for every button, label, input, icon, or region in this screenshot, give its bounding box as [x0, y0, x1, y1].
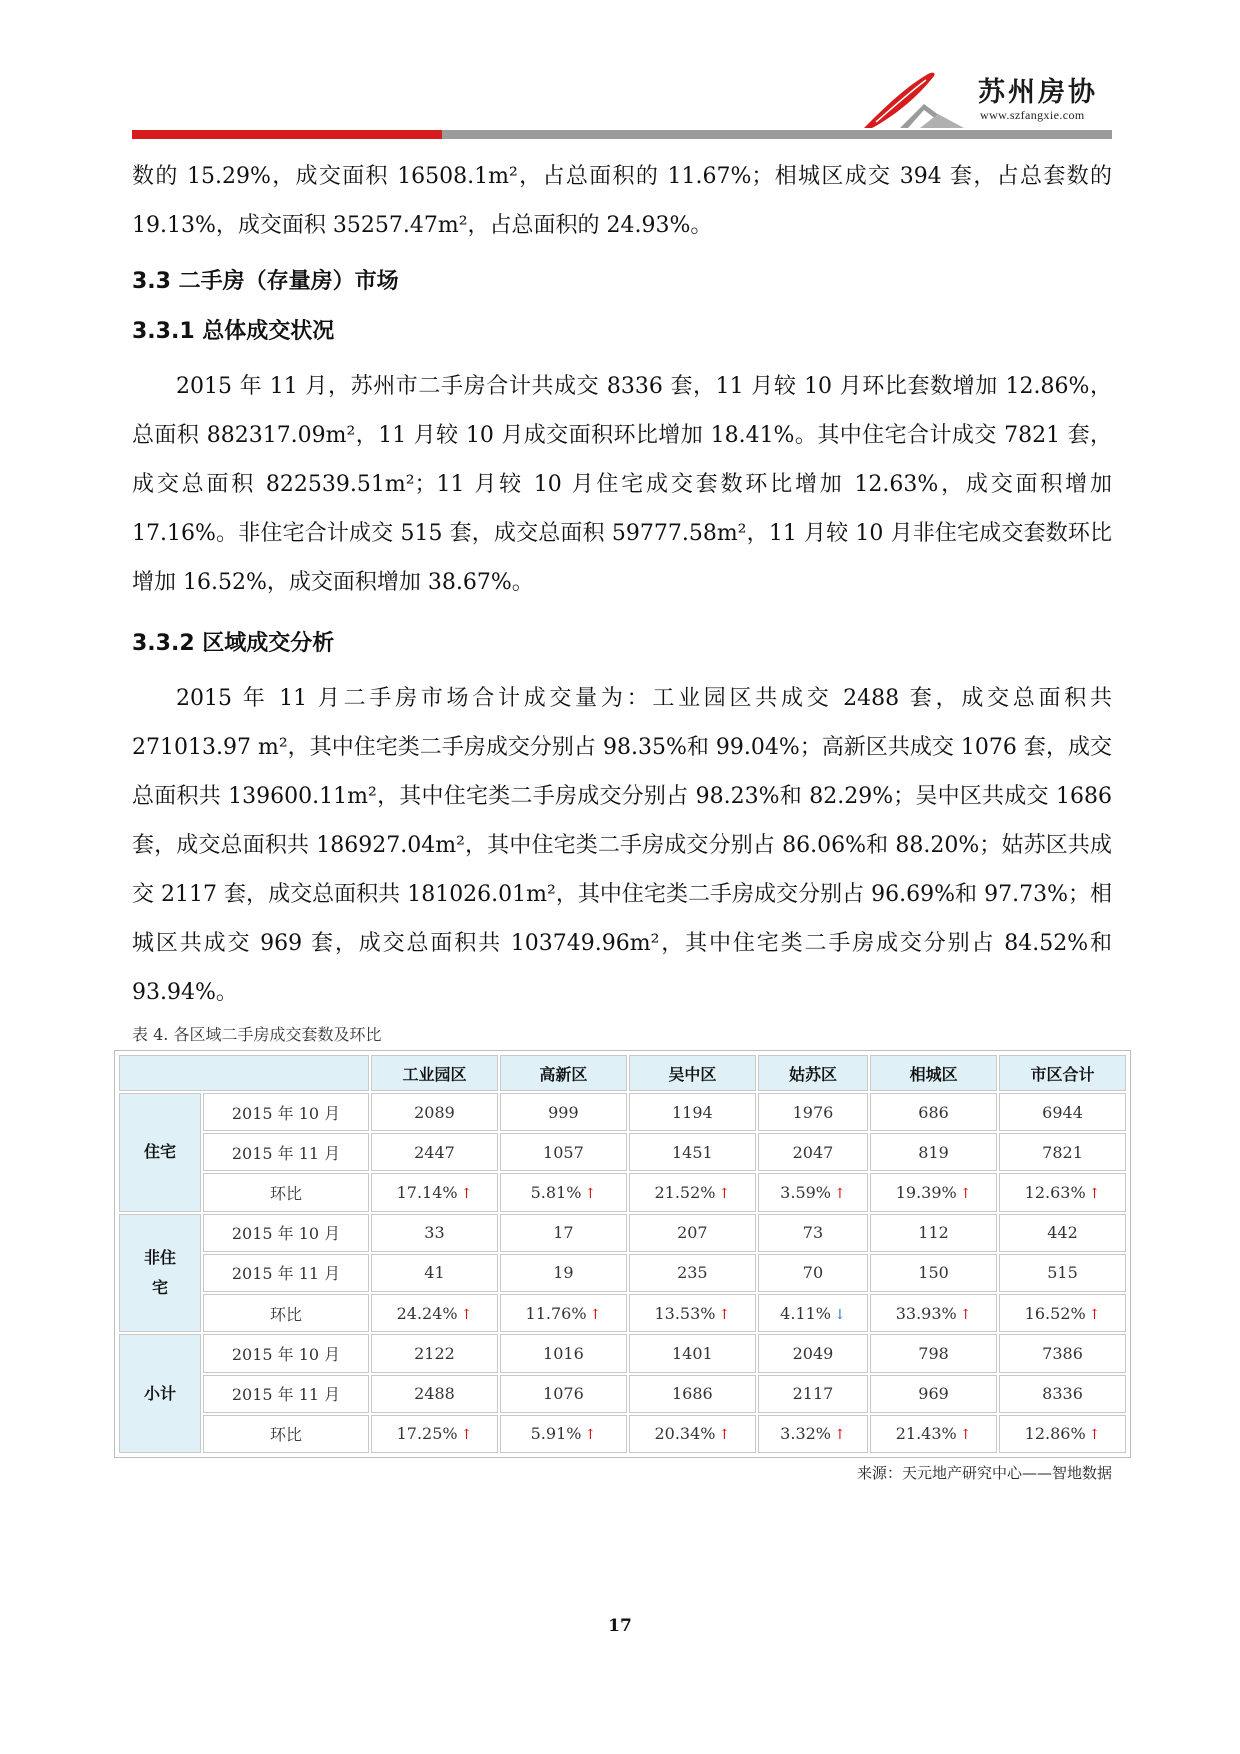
table-cell: [371, 1375, 498, 1413]
period-label: 2015 年 11 月: [203, 1254, 369, 1292]
table-cell: [758, 1294, 868, 1332]
table-cell: [999, 1415, 1126, 1453]
cell-value: 7386: [1042, 1343, 1083, 1363]
table-cell: [371, 1254, 498, 1292]
header-logo: [862, 64, 1112, 128]
column-header: 相城区: [870, 1055, 997, 1091]
cell-value: 41: [424, 1263, 445, 1283]
table-cell: [870, 1294, 997, 1332]
cell-value: 70: [802, 1263, 824, 1283]
cell-value: 11.76%: [525, 1303, 587, 1323]
period-label: 环比: [203, 1415, 369, 1453]
table-cell: [500, 1254, 627, 1292]
table-cell: [500, 1375, 627, 1413]
table-cell: [500, 1294, 627, 1332]
arrow-up-icon: ↑: [584, 1427, 597, 1444]
section-heading-3-3-2: 3.3.2 区域成交分析: [132, 631, 335, 656]
arrow-up-icon: ↑: [959, 1186, 972, 1203]
cell-value: 1076: [543, 1384, 584, 1404]
table-row: [119, 1415, 1126, 1453]
table-cell: [758, 1093, 868, 1131]
table-cell: [629, 1173, 756, 1211]
cell-value: 19.39%: [895, 1183, 957, 1203]
table-cell: [371, 1415, 498, 1453]
table-row: [119, 1173, 1126, 1211]
cell-value: 7821: [1042, 1142, 1083, 1162]
table-cell: [629, 1294, 756, 1332]
cell-value: 1976: [792, 1102, 834, 1122]
cell-value: 13.53%: [654, 1303, 716, 1323]
column-header: 市区合计: [999, 1055, 1126, 1091]
table-cell: [500, 1093, 627, 1131]
arrow-up-icon: ↑: [959, 1427, 972, 1444]
table-cell: [999, 1133, 1126, 1171]
table-cell: [758, 1173, 868, 1211]
table-cell: [999, 1375, 1126, 1413]
arrow-up-icon: ↑: [460, 1427, 473, 1444]
table-cell: [870, 1214, 997, 1252]
table-corner: [119, 1055, 369, 1091]
arrow-up-icon: ↑: [584, 1186, 597, 1203]
cell-value: 1194: [671, 1102, 713, 1122]
table-cell: [758, 1214, 868, 1252]
table-cell: [870, 1133, 997, 1171]
table-cell: [870, 1093, 997, 1131]
table-cell: [758, 1375, 868, 1413]
cell-value: 33.93%: [895, 1303, 957, 1323]
table-cell: [500, 1334, 627, 1372]
cell-value: 112: [918, 1223, 949, 1243]
table-cell: [500, 1415, 627, 1453]
table-cell: [371, 1214, 498, 1252]
table-row: [119, 1334, 1126, 1372]
table-cell: [371, 1334, 498, 1372]
cell-value: 73: [802, 1223, 824, 1243]
arrow-up-icon: ↑: [959, 1306, 972, 1323]
table-cell: [629, 1415, 756, 1453]
cell-value: 150: [918, 1263, 949, 1283]
table-cell: [629, 1334, 756, 1372]
arrow-up-icon: ↑: [460, 1306, 473, 1323]
table-cell: [870, 1375, 997, 1413]
cell-value: 12.86%: [1024, 1424, 1086, 1444]
table-cell: [629, 1093, 756, 1131]
cell-value: 33: [424, 1223, 445, 1243]
cell-value: 19: [553, 1263, 574, 1283]
arrow-up-icon: ↑: [718, 1427, 731, 1444]
table-cell: [870, 1254, 997, 1292]
cell-value: 235: [677, 1263, 708, 1283]
cell-value: 21.52%: [654, 1183, 716, 1203]
table-cell: [500, 1173, 627, 1211]
column-header: 高新区: [500, 1055, 627, 1091]
cell-value: 17: [553, 1223, 574, 1243]
logo-url: www.szfangxie.com: [980, 108, 1085, 122]
table-cell: [758, 1415, 868, 1453]
table-cell: [758, 1334, 868, 1372]
cell-value: 5.81%: [530, 1183, 582, 1203]
column-header: 姑苏区: [758, 1055, 868, 1091]
table-cell: [371, 1093, 498, 1131]
arrow-up-icon: ↑: [589, 1306, 602, 1323]
table-row: [119, 1214, 1126, 1252]
column-header: 吴中区: [629, 1055, 756, 1091]
arrow-up-icon: ↑: [460, 1186, 473, 1203]
cell-value: 969: [918, 1384, 949, 1404]
cell-value: 2447: [414, 1142, 455, 1162]
cell-value: 1686: [671, 1384, 713, 1404]
cell-value: 2122: [414, 1343, 455, 1363]
table-cell: [999, 1294, 1126, 1332]
cell-value: 3.59%: [780, 1183, 831, 1203]
period-label: 2015 年 10 月: [203, 1093, 369, 1131]
arrow-up-icon: ↑: [1088, 1186, 1101, 1203]
table-cell: [371, 1294, 498, 1332]
table-row: [119, 1294, 1126, 1332]
cell-value: 2047: [792, 1142, 834, 1162]
table-cell: [870, 1334, 997, 1372]
group-label: 小计: [119, 1334, 201, 1453]
group-label: 住宅: [119, 1093, 201, 1212]
cell-value: 5.91%: [530, 1424, 582, 1444]
table-body: [119, 1093, 1126, 1453]
period-label: 2015 年 10 月: [203, 1334, 369, 1372]
table-cell: [500, 1133, 627, 1171]
column-header: 工业园区: [371, 1055, 498, 1091]
arrow-up-icon: ↑: [834, 1186, 846, 1203]
table-cell: [629, 1133, 756, 1171]
table-row: [119, 1254, 1126, 1292]
arrow-down-icon: ↓: [834, 1306, 846, 1323]
cell-value: 24.24%: [396, 1303, 458, 1323]
paragraph-continuation: [132, 152, 1112, 250]
period-label: 2015 年 11 月: [203, 1375, 369, 1413]
section-heading-3-3-1: 3.3.1 总体成交状况: [132, 319, 335, 344]
cell-value: 17.25%: [396, 1424, 458, 1444]
arrow-up-icon: ↑: [1088, 1306, 1101, 1323]
arrow-up-icon: ↑: [834, 1427, 846, 1444]
table-cell: [870, 1415, 997, 1453]
cell-value: 515: [1047, 1263, 1078, 1283]
cell-value: 12.63%: [1024, 1183, 1086, 1203]
paragraph-text: 2015 年 11 月，苏州市二手房合计共成交 8336 套，11 月较 10 月环比套数增加 12.86%，总面积 882317.09m²，11 月较 10 月成交面积环比增加 18.41%。其中住宅合计成交 7821 套，成交总面积 822539.51m²；11 月较 10 月住宅成交套数环比增加 12.63%，成交面积增加 17.16%。非住宅合计成交 515 套，成交总面积 59777.58m²，11 月较 10 月非住宅成交套数环比增加 16.52%，成交面积增加 38.67%。: [132, 374, 1112, 595]
table-cell: [870, 1173, 997, 1211]
cell-value: 2488: [414, 1384, 455, 1404]
period-label: 2015 年 11 月: [203, 1133, 369, 1171]
cell-value: 20.34%: [654, 1424, 716, 1444]
section-heading-3-3: 3.3 二手房（存量房）市场: [132, 269, 399, 294]
cell-value: 207: [677, 1223, 708, 1243]
table-cell: [758, 1254, 868, 1292]
arrow-up-icon: ↑: [718, 1186, 731, 1203]
cell-value: 1016: [543, 1343, 584, 1363]
table-cell: [999, 1254, 1126, 1292]
cell-value: 4.11%: [780, 1303, 831, 1323]
cell-value: 686: [918, 1102, 949, 1122]
cell-value: 1401: [671, 1343, 713, 1363]
quill-logo-icon: [862, 70, 970, 130]
table-cell: [999, 1334, 1126, 1372]
table-cell: [371, 1133, 498, 1171]
header-divider: [132, 130, 1112, 139]
cell-value: 21.43%: [895, 1424, 957, 1444]
table-caption: 表 4. 各区域二手房成交套数及环比: [132, 1025, 382, 1044]
table-row: [119, 1375, 1126, 1413]
table-header-row: [119, 1055, 1126, 1091]
arrow-up-icon: ↑: [718, 1306, 731, 1323]
cell-value: 17.14%: [396, 1183, 458, 1203]
cell-value: 1451: [671, 1142, 713, 1162]
region-table: [114, 1050, 1131, 1458]
cell-value: 2089: [414, 1102, 455, 1122]
table-cell: [500, 1214, 627, 1252]
cell-value: 6944: [1042, 1102, 1083, 1122]
period-label: 环比: [203, 1294, 369, 1332]
table-cell: [371, 1173, 498, 1211]
arrow-up-icon: ↑: [1088, 1427, 1101, 1444]
cell-value: 3.32%: [780, 1424, 831, 1444]
table-cell: [999, 1093, 1126, 1131]
group-label: 非住宅: [119, 1214, 201, 1333]
cell-value: 8336: [1042, 1384, 1083, 1404]
page-number: 17: [608, 1616, 632, 1636]
table-cell: [758, 1133, 868, 1171]
table-row: [119, 1133, 1126, 1171]
table-cell: [629, 1375, 756, 1413]
paragraph-overall: [132, 362, 1112, 607]
cell-value: 999: [548, 1102, 579, 1122]
cell-value: 1057: [543, 1142, 584, 1162]
paragraph-regional: [132, 674, 1112, 1017]
paragraph-text: 2015 年 11 月二手房市场合计成交量为：工业园区共成交 2488 套，成交总面积共 271013.97 m²，其中住宅类二手房成交分别占 98.35%和 99.04%；高新区共成交 1076 套，成交总面积共 139600.11m²，其中住宅类二手房成交分别占 98.23%和 82.29%；吴中区共成交 1686 套，成交总面积共 186927.04m²，其中住宅类二手房成交分别占 86.06%和 88.20%；姑苏区共成交 2117 套，成交总面积共 181026.01m²，其中住宅类二手房成交分别占 96.69%和 97.73%；相城区共成交 969 套，成交总面积共 103749.96m²，其中住宅类二手房成交分别占 84.52%和 93.94%。: [132, 686, 1112, 1005]
table-row: [119, 1093, 1126, 1131]
table-source: 来源：天元地产研究中心——智地数据: [856, 1464, 1112, 1482]
cell-value: 819: [918, 1142, 949, 1162]
logo-name: 苏州房协: [978, 77, 1098, 108]
period-label: 环比: [203, 1173, 369, 1211]
table-cell: [629, 1214, 756, 1252]
paragraph-text: 数的 15.29%，成交面积 16508.1m²，占总面积的 11.67%；相城区成交 394 套，占总套数的 19.13%，成交面积 35257.47m²，占总面积的 24.93%。: [132, 164, 1112, 238]
cell-value: 2049: [792, 1343, 834, 1363]
cell-value: 2117: [792, 1384, 834, 1404]
period-label: 2015 年 10 月: [203, 1214, 369, 1252]
table-cell: [999, 1214, 1126, 1252]
table-cell: [999, 1173, 1126, 1211]
cell-value: 442: [1047, 1223, 1078, 1243]
cell-value: 16.52%: [1024, 1303, 1086, 1323]
cell-value: 798: [918, 1343, 949, 1363]
table-cell: [629, 1254, 756, 1292]
